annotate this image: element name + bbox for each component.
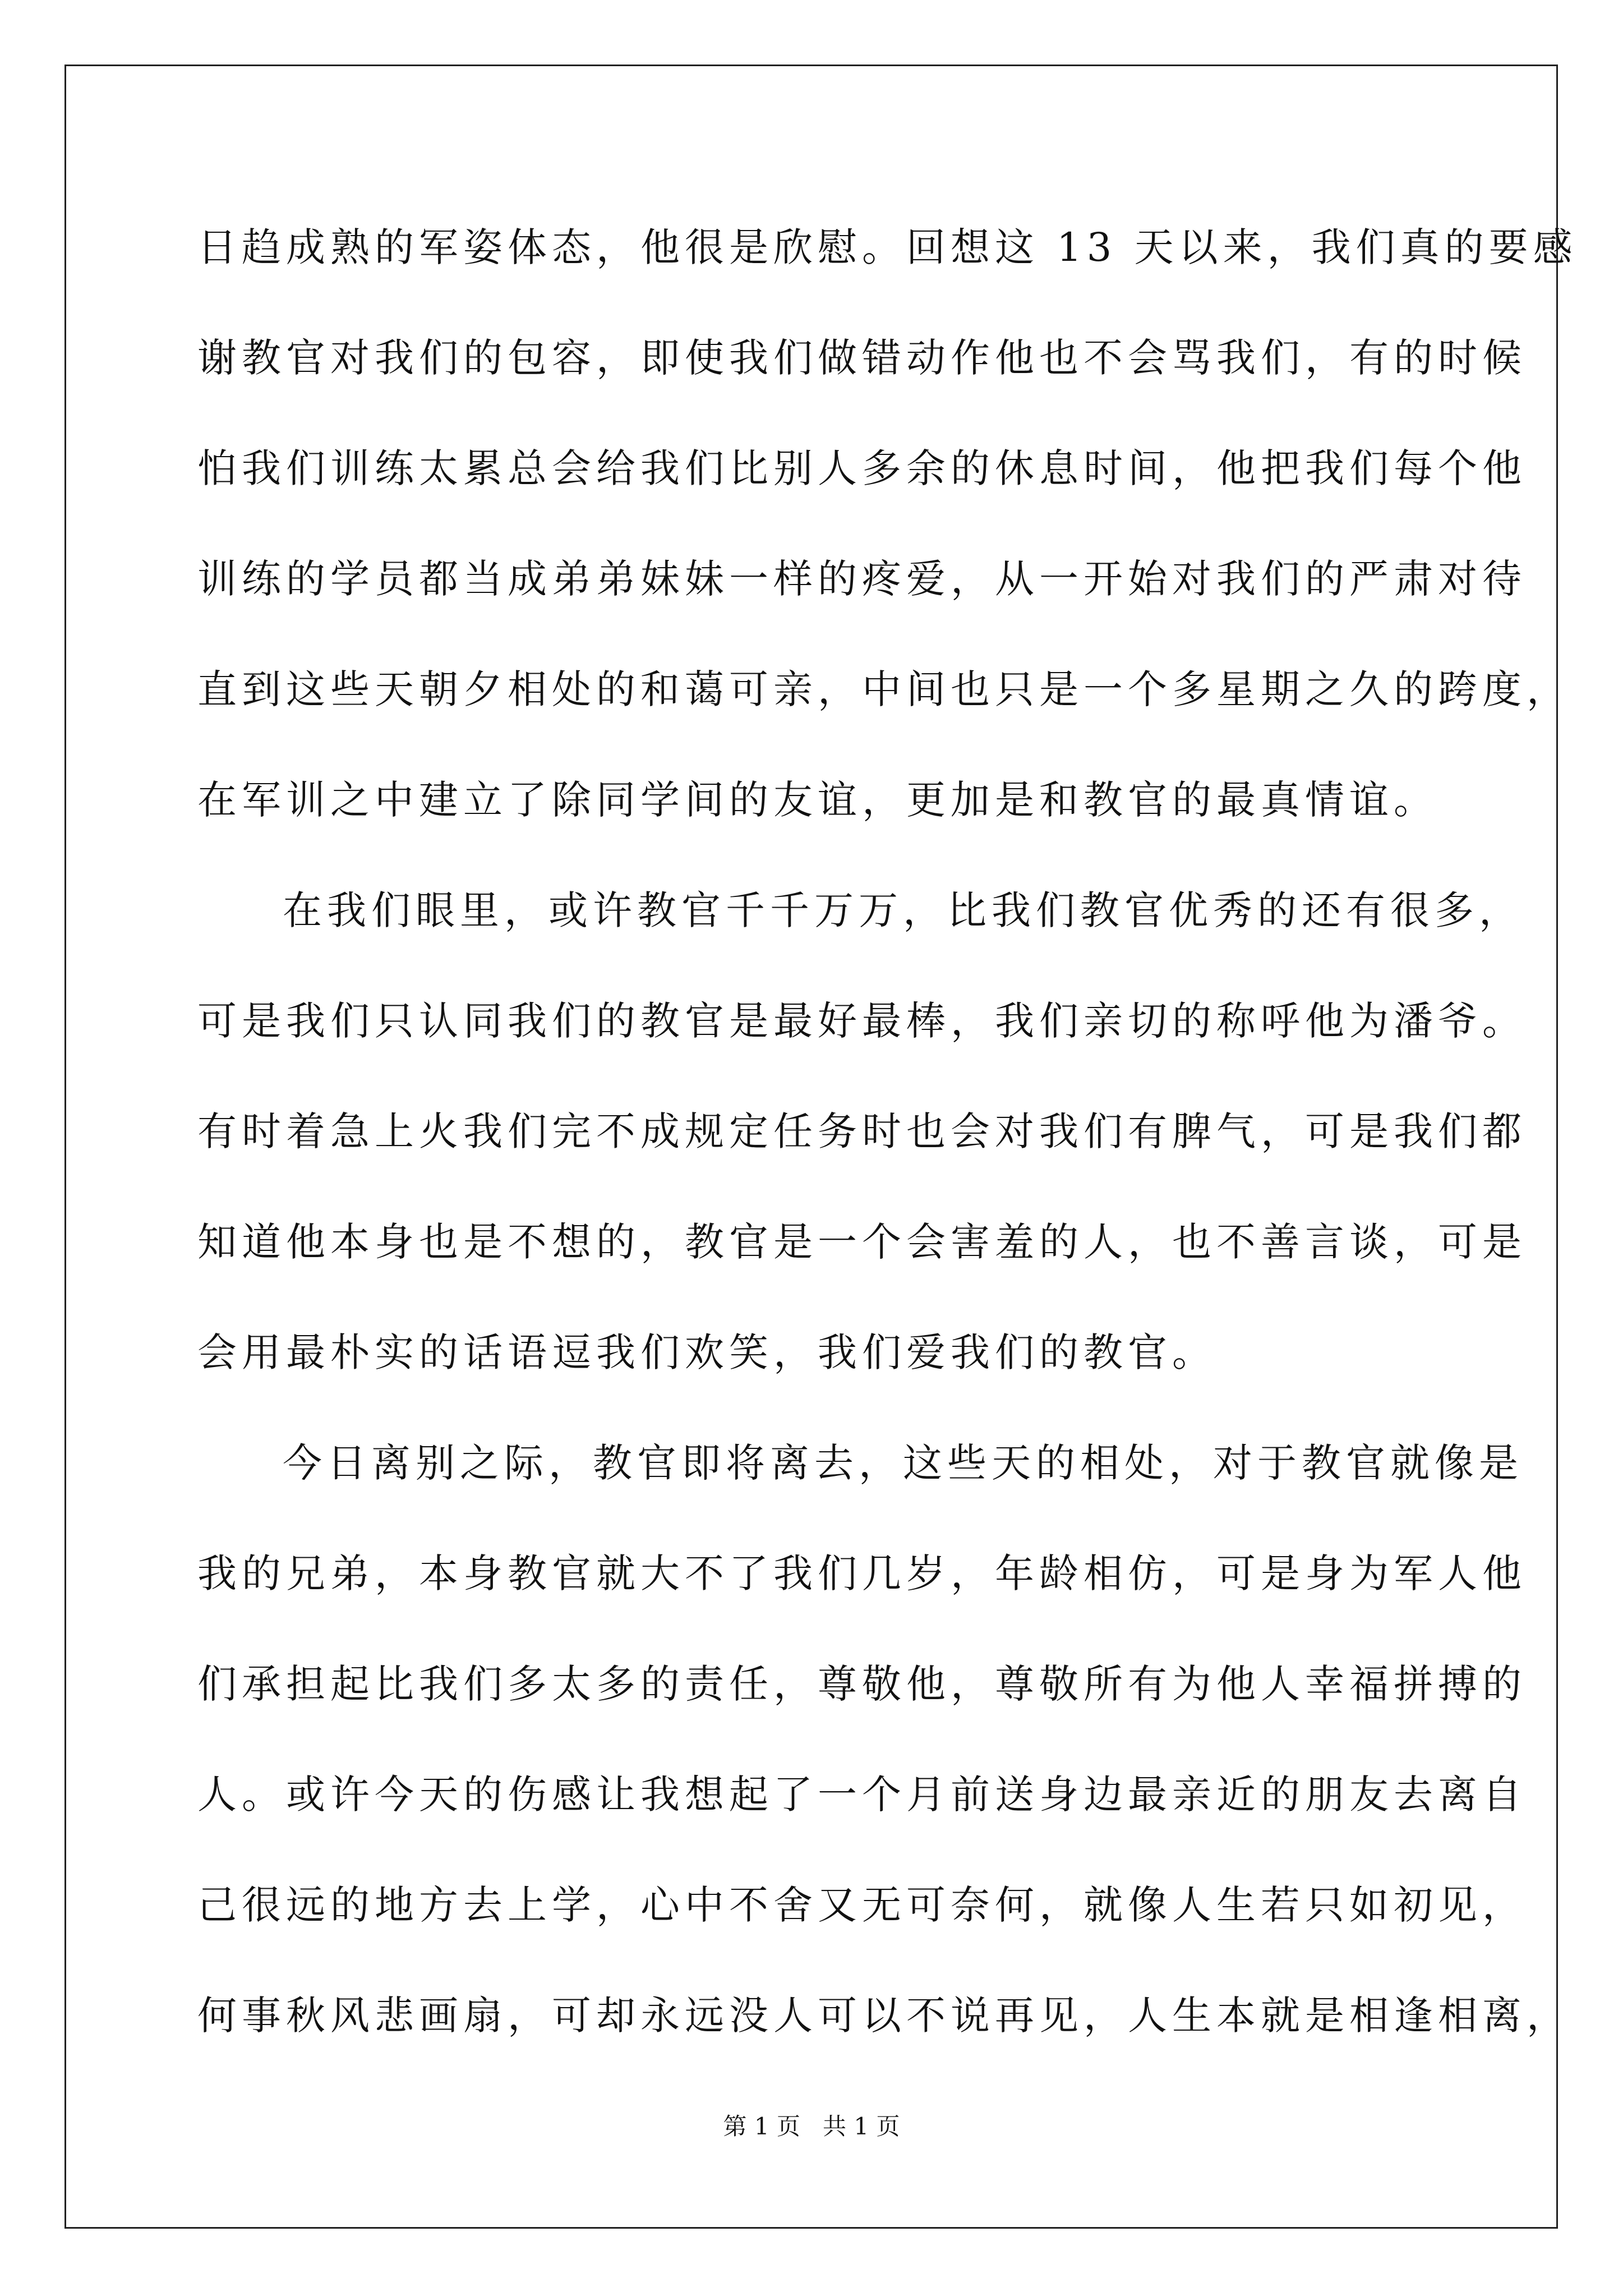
paragraph-first-line: 今日离别之际，教官即将离去，这些天的相处，对于教官就像是: [283, 1440, 1523, 1486]
paragraph-line: 在军训之中建立了除同学间的友谊，更加是和教官的最真情谊。: [197, 777, 1438, 823]
paragraph-line: 日趋成熟的军姿体态，他很是欣慰。回想这 13 天以来，我们真的要感: [197, 224, 1578, 270]
paragraph-line: 会用最朴实的话语逗我们欢笑，我们爱我们的教官。: [197, 1329, 1216, 1375]
paragraph-first-line: 在我们眼里，或许教官千千万万，比我们教官优秀的还有很多，: [283, 887, 1523, 933]
paragraph-line: 知道他本身也是不想的，教官是一个会害羞的人，也不善言谈，可是: [197, 1219, 1527, 1265]
paragraph-line: 有时着急上火我们完不成规定任务时也会对我们有脾气，可是我们都: [197, 1108, 1527, 1154]
page-number-footer: 第 1 页 共 1 页: [723, 2113, 900, 2140]
paragraph-line: 直到这些天朝夕相处的和蔼可亲，中间也只是一个多星期之久的跨度，: [197, 666, 1571, 712]
paragraph-line: 己很远的地方去上学，心中不舍又无可奈何，就像人生若只如初见，: [197, 1882, 1527, 1928]
paragraph-line: 人。或许今天的伤感让我想起了一个月前送身边最亲近的朋友去离自: [197, 1772, 1527, 1818]
paragraph-line: 们承担起比我们多太多的责任，尊敬他，尊敬所有为他人幸福拼搏的: [197, 1661, 1527, 1707]
paragraph-line: 何事秋风悲画扇，可却永远没人可以不说再见，人生本就是相逢相离，: [197, 1993, 1571, 2039]
paragraph-line: 可是我们只认同我们的教官是最好最棒，我们亲切的称呼他为潘爷。: [197, 998, 1527, 1044]
paragraph-line: 训练的学员都当成弟弟妹妹一样的疼爱，从一开始对我们的严肃对待: [197, 556, 1527, 602]
paragraph-line: 怕我们训练太累总会给我们比别人多余的休息时间，他把我们每个他: [197, 445, 1527, 491]
paragraph-line: 谢教官对我们的包容，即使我们做错动作他也不会骂我们，有的时候: [197, 335, 1527, 381]
paragraph-line: 我的兄弟，本身教官就大不了我们几岁，年龄相仿，可是身为军人他: [197, 1550, 1527, 1596]
